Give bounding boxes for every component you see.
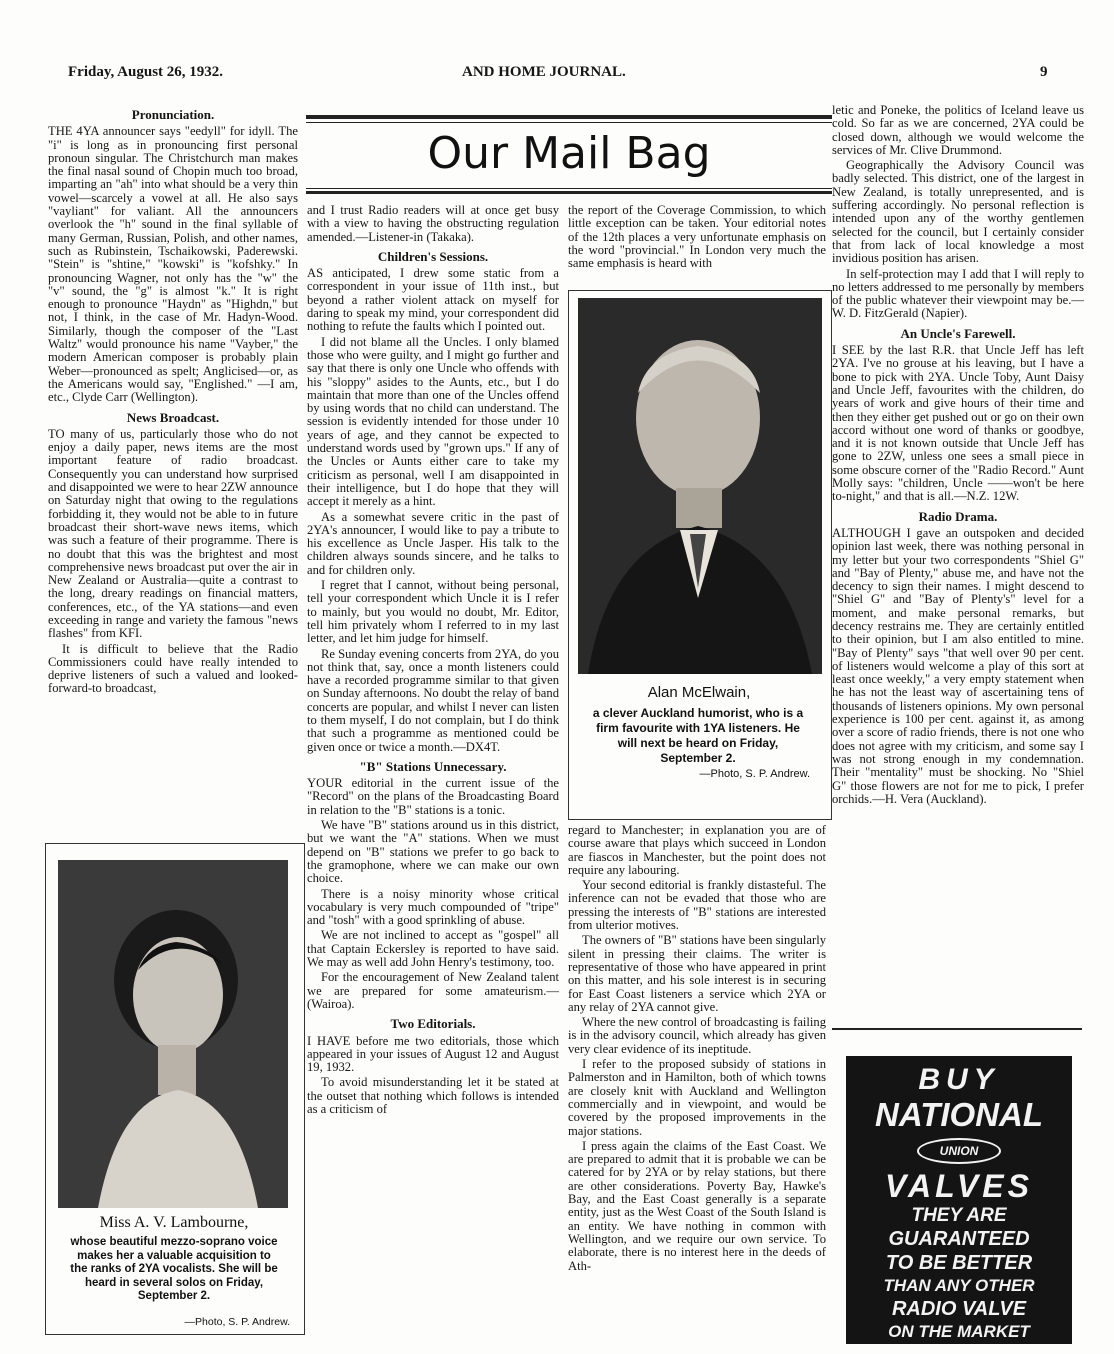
childrens-sessions-heading: Children's Sessions. <box>377 248 489 264</box>
ad-line-3: TO BE BETTER <box>885 1252 1033 1274</box>
mcelwain-caption: a clever Auckland humorist, who is a firm favourite with 1YA listeners. He will next be heard on Friday, September 2. <box>592 706 804 765</box>
two-editorials-p5: The owners of "B" stations have been singularly silent in pressing their claims. The writer is representative of those who have appeared in print on this matter, and his sole interest is in securing for East Coast listeners a service which 2YA or any relay of 2YA cannot give. <box>568 933 826 1014</box>
childrens-sessions-p5: Re Sunday evening concerts from 2YA, do you not think that, say, once a month listeners could have a recorded programme similar to that given on Sunday afternoons. No doubt the relay of band concerts are popular, and whilst I never can listen to them myself, I do not complain, but I do think that such a programme as mentioned could be given once or twice a month.—DX4T. <box>307 646 559 754</box>
page-number: 9 <box>1040 64 1048 80</box>
lambourne-name: Miss A. V. Lambourne, <box>99 1214 249 1231</box>
news-broadcast-letter: TO many of us, particularly those who do not enjoy a daily paper, news items are the most important feature of radio broadcast. Consequently you can understand how surprised and disappointed we were to hear 2ZW announce on Saturday night that owing to the regulations forbidding it, they would not be able to in future broadcast their short-wave news items, which was such a feature of their programme. There is no doubt that this was the brightest and most comprehensive news broadcast put over the air in New Zealand or Australia—quite a contrast to the long, dreary readings on financial matters, conferences, etc., of the YA stations—and even exceeding in range and variety the famous "news flashes" from KFI. <box>48 426 298 641</box>
b-stations-p4: We are not inclined to accept as "gospel" all that Captain Eckersley is reported to have said. We may as well add John Henry's testimony, too. <box>307 928 559 970</box>
fitzgerald-letter-p3: In self-protection may I add that I will reply to no letters addressed to me personally by members of the public whatever their viewpoint may be.—W. D. FitzGerald (Napier). <box>832 266 1084 321</box>
b-stations-p5: For the encouragement of New Zealand talent we are prepared for some amateurism.—(Wairoa). <box>307 970 559 1011</box>
column-3-top <box>568 204 826 286</box>
pronunciation-heading: Pronunciation. <box>131 108 215 122</box>
banner-rule-top <box>306 115 832 119</box>
news-broadcast-heading: News Broadcast. <box>126 409 220 425</box>
mcelwain-name: Alan McElwain, <box>647 684 751 701</box>
b-stations-heading: "B" Stations Unnecessary. <box>359 758 507 774</box>
news-broadcast-letter-cont: It is difficult to believe that the Radio Commissioners could have really intended to deprive listeners of such a valued and looked-forward-to broadcast, <box>48 641 298 696</box>
mcelwain-credit: —Photo, S. P. Andrew. <box>699 768 810 780</box>
two-editorials-p7: I refer to the proposed subsidy of stations in Palmerston and in Hamilton, both of which towns are closely knit with Auckland and Wellington commercially and in viewpoint, and would be covered by the proposed improvements in the major stations. <box>568 1057 826 1138</box>
lambourne-photo <box>58 860 288 1208</box>
banner-rule-bottom-thick <box>306 191 832 194</box>
lambourne-caption: whose beautiful mezzo-soprano voice makes her a valuable acquisition to the ranks of 2YA vocalists. She will be heard in several solos on Friday, September 2. <box>70 1236 278 1302</box>
ad-buy: BUY <box>918 1063 1000 1096</box>
b-stations-p1: YOUR editorial in the current issue of the "Record" on the plans of the Broadcasting Board in relation to the "B" stations is a tonic. <box>307 776 559 817</box>
column-1 <box>48 108 298 834</box>
ad-line-6: ON THE MARKET <box>888 1322 1030 1341</box>
two-editorials-p4: Your second editorial is frankly distasteful. The inference can not be evaded that those who are pressing the interests of "B" stations are interested from ulterior motives. <box>568 878 826 933</box>
column-3-bottom <box>568 824 826 1344</box>
ad-line-5: RADIO VALVE <box>891 1298 1027 1320</box>
childrens-sessions-p4: I regret that I cannot, without being personal, tell your correspondent which Uncle it is I refer to mainly, but you would no doubt, Mr. Editor, tell him privately whom I referred to in my last letter, and let him judge for himself. <box>307 578 559 646</box>
pronunciation-letter: THE 4YA announcer says "eedyll" for idyll. The "i" is long as in pronouncing first personal pronoun singular. The Christchurch man makes the final nasal sound of Chopin much too broad, imparting an "ah" into what should be a very thin vowel—scarcely a vowel at all. He also says "vayliant" for valiant. All the announcers overlook the "h" sound in the final syllable of many German, Russian, Polish, and other names, such as Rubinstein, Tschaikowski, Paderewski. "Stein" is "shtine," "kowski" is "kofshky." In pronouncing Wagner, not only has the "w" the "v" sound, the "g" is almost "k." It is right enough to pronounce "Haydn" as "Highdn," but not, I think, in the case of Mr. Hadyn-Wood. Similarly, though the composer of the "Last Waltz" would pronounce his name "Vayber," the modern American composer is probably plain Weber—pronounced as spelt; Anglicised—or, as the Americans would say, "Englished." —I am, etc., Clyde Carr (Wellington). <box>48 124 298 405</box>
banner-rule-bottom <box>306 188 832 189</box>
portrait-silhouette <box>58 860 288 1208</box>
banner-rule-top-thin <box>306 122 832 123</box>
ad-line-2: GUARANTEED <box>888 1228 1030 1250</box>
ad-union-text: UNION <box>939 1144 979 1158</box>
ad-line-4: THAN ANY OTHER <box>883 1276 1035 1295</box>
two-editorials-heading: Two Editorials. <box>390 1016 476 1032</box>
portrait-silhouette <box>578 298 822 674</box>
column-2 <box>307 204 559 1344</box>
childrens-sessions-p2: I did not blame all the Uncles. I only blamed those who were guilty, and I might go further and say that there is only one Uncle who offends with his "sloppy" asides to the Aunts, etc., but I do maintain that more than one of the Uncles offend by using words that no child can understand. The session is evidently intended for those under 10 years of age, and they cannot be expected to understand words used by "grown ups." If any of the Uncles or Aunts either care to take my criticism as personal, well I am disappointed in their intelligence, but I do hope that they will accept it merely as a hint. <box>307 334 559 509</box>
column-4 <box>832 104 1084 1026</box>
ad-union-badge <box>917 1138 1001 1164</box>
ad-line-1: THEY ARE <box>911 1205 1007 1226</box>
two-editorials-p6: Where the new control of broadcasting is failing is in the advisory council, which already has given very clear evidence of its ineptitude. <box>568 1015 826 1056</box>
b-stations-p2: We have "B" stations around us in this district, but we want the "A" stations. When we must depend on "B" stations we prefer to go back to the gramophone, where we can make our own choice. <box>307 818 559 886</box>
two-editorials-p3: regard to Manchester; in explanation you are of course aware that plays which succeed in London are fiascos in Manchester, but the point does not require any labouring. <box>568 824 826 877</box>
two-editorials-p2: To avoid misunderstanding let it be stated at the outset that nothing which follows is intended as a criticism of <box>307 1075 559 1116</box>
childrens-sessions-p1: AS anticipated, I drew some static from a correspondent in your issue of 11th inst., but beyond a rather violent attack on myself for daring to speak my mind, your correspondent did nothing to refute the faults which I pointed out. <box>307 266 559 334</box>
b-stations-p3: There is a noisy minority whose critical vocabulary is very much compounded of "tripe" and "tosh" with a good sprinkling of abuse. <box>307 886 559 928</box>
listener-in-letter-end: and I trust Radio readers will at once get busy with a view to having the obstructing regulation amended.—Listener-in (Takaka). <box>307 204 559 244</box>
ad-national: NATIONAL <box>874 1096 1044 1133</box>
two-editorials-cont: the report of the Coverage Commission, to which little exception can be taken. Your editorial notes of the 12th places a very unfortunate emphasis on the word "provincial." In London very much the same emphasis is heard with <box>568 204 826 271</box>
uncles-farewell-letter: I SEE by the last R.R. that Uncle Jeff has left 2YA. I've no grouse at his leaving, but I have a bone to pick with 2YA. Uncle Toby, Aunt Daisy and Uncle Jeff, favourites with the children, do years of work and give hours of their time and then they either get pushed out or go on their own accord without one word of thanks or goodbye, and it is not known outside that Uncle Jeff has gone to 2ZW, unless one sees a small piece in some obscure corner of the "Radio Record." Aunt Molly says: "children, Uncle ——won't be here to-night," and that is all.—N.Z. 12W. <box>832 343 1084 504</box>
two-editorials-p8: I press again the claims of the East Coast. We are prepared to admit that it is probable we can be catered for by 2YA or by relay stations, but there are other considerations. Poverty Bay, Hawke's Bay, and the East Coast generally is a separate entity, just as the West Coast of the South Island is an entity. We have nothing in common with Wellington, and we require our own service. To elaborate, there is no interest here in the deeds of Ath- <box>568 1138 826 1273</box>
header-date: Friday, August 26, 1932. <box>68 64 224 80</box>
national-valves-advert <box>846 1056 1072 1344</box>
ad-valves: VALVES <box>885 1168 1033 1204</box>
header-journal-title: AND HOME JOURNAL. <box>462 64 626 80</box>
childrens-sessions-p3: As a somewhat severe critic in the past of 2YA's announcer, I would like to pay a tribute to his excellence as Uncle Jasper. His talk to the children always sounds sincere, and he talks to and for children only. <box>307 509 559 577</box>
page-title: Our Mail Bag <box>427 128 711 179</box>
two-editorials-p1: I HAVE before me two editorials, those which appeared in your issues of August 12 and August 19, 1932. <box>307 1033 559 1075</box>
fitzgerald-letter-p1: letic and Poneke, the politics of Iceland leave us cold. So far as we are concerned, 2YA could be closed down, although we would welcome the services of Mr. Clive Drummond. <box>832 104 1084 157</box>
fitzgerald-letter-p2: Geographically the Advisory Council was badly selected. This district, one of the largest in New Zealand, is totally unrepresented, and is suffering accordingly. No personal reflection is intended upon any of the worthy gentlemen selected for the council, but I certainly consider that from lack of local knowledge a most invidious position has arisen. <box>832 158 1084 266</box>
radio-drama-letter: ALTHOUGH I gave an outspoken and decided opinion last week, there was nothing personal in my letter but your two correspondents "Shiel G" and "Bay of Plenty," abuse me, and have not the decency to sign their names. I might descend to "Shiel G" and "Bay of Plenty's" level for a moment, and make personal remarks, but decency restrains me. They are certainly entitled to their opinion, but I am also entitled to mine. "Bay of Plenty" says "that well over 90 per cent. of listeners would welcome a play of this sort at least once weekly," a very empty statement when he has not the least way of ascertaining tens of thousands of listeners opinions. My own personal experience is 100 per cent. against it, as among over a score of radio friends, there is not one who does not agree with my criticism, and some say I was not strong enough in my condemnation. Their "mentality" must be shocking. No "Shiel G" those flowers are not for me to pick, I prefer orchids.—H. Vera (Auckland). <box>832 525 1084 806</box>
lambourne-credit: —Photo, S. P. Andrew. <box>184 1316 290 1328</box>
column-4-end-rule <box>832 1028 1082 1030</box>
mcelwain-photo <box>578 298 822 674</box>
uncles-farewell-heading: An Uncle's Farewell. <box>900 325 1016 341</box>
radio-drama-heading: Radio Drama. <box>918 508 998 524</box>
